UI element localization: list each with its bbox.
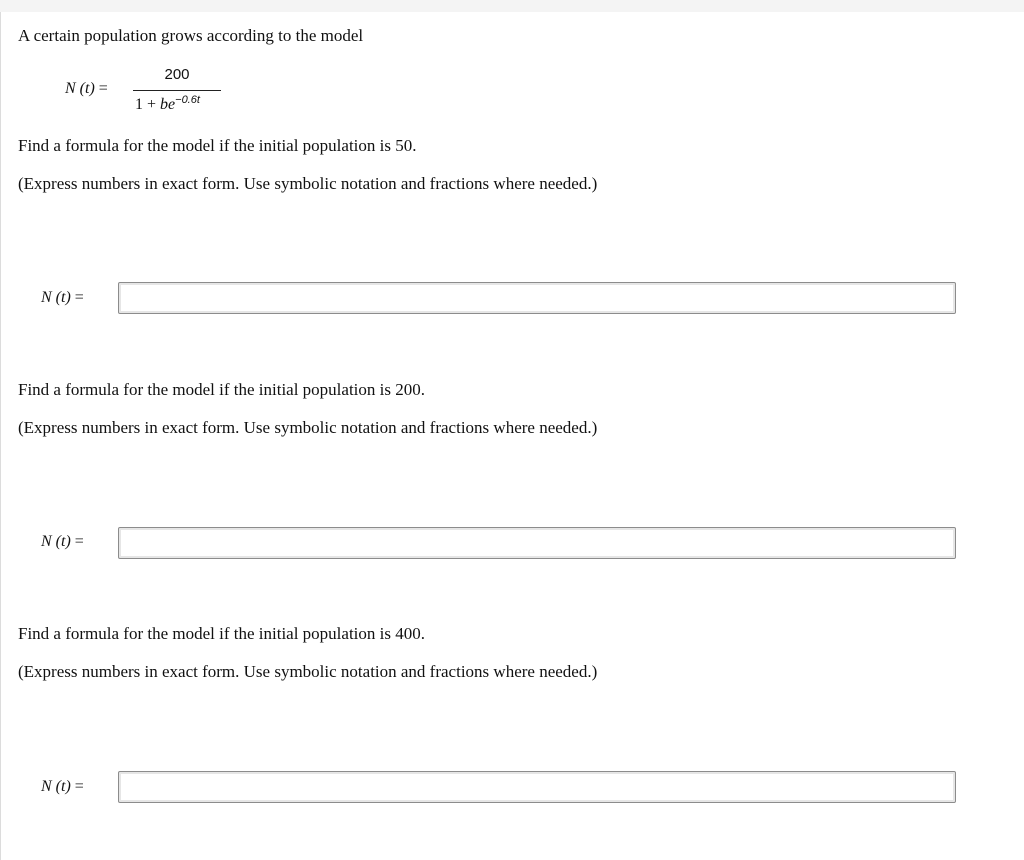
answer-2-label-name: N [41, 533, 52, 550]
model-numerator: 200 [164, 66, 190, 83]
answer-2-label [41, 533, 84, 551]
answer-3-label [41, 778, 84, 796]
denominator-base: 1 + [135, 96, 161, 113]
question-2-prompt: Find a formula for the model if the initial population is 200. [18, 380, 425, 399]
answer-3-label-arg: (t) [55, 778, 71, 795]
answer-3-label-eq: = [70, 778, 84, 795]
answer-1-label-eq: = [70, 289, 84, 306]
model-equals: = [94, 80, 108, 97]
answer-1-label-arg: (t) [55, 289, 71, 306]
answer-3-input[interactable] [118, 771, 956, 803]
answer-2-label-eq: = [70, 533, 84, 550]
question-3-note: (Express numbers in exact form. Use symbolic notation and fractions where needed.) [18, 662, 598, 681]
answer-2-input[interactable] [118, 527, 956, 559]
question-2-note: (Express numbers in exact form. Use symbolic notation and fractions where needed.) [18, 418, 598, 437]
question-panel [0, 12, 1024, 860]
denominator-var: be [160, 96, 176, 113]
model-denominator [135, 94, 200, 114]
answer-2-label-arg: (t) [55, 533, 71, 550]
denominator-exponent: −0.6t [175, 94, 200, 106]
model-lhs [65, 80, 108, 98]
problem-intro: A certain population grows according to the model [18, 26, 364, 45]
answer-1-label-name: N [41, 289, 52, 306]
answer-3-label-name: N [41, 778, 52, 795]
question-3-prompt: Find a formula for the model if the initial population is 400. [18, 624, 425, 643]
question-1-note: (Express numbers in exact form. Use symbolic notation and fractions where needed.) [18, 174, 598, 193]
model-lhs-name: N [65, 80, 76, 97]
answer-1-label [41, 289, 84, 307]
fraction-bar [133, 90, 221, 91]
model-lhs-arg: (t) [79, 80, 95, 97]
question-1-prompt: Find a formula for the model if the initial population is 50. [18, 136, 417, 155]
answer-1-input[interactable] [118, 282, 956, 314]
